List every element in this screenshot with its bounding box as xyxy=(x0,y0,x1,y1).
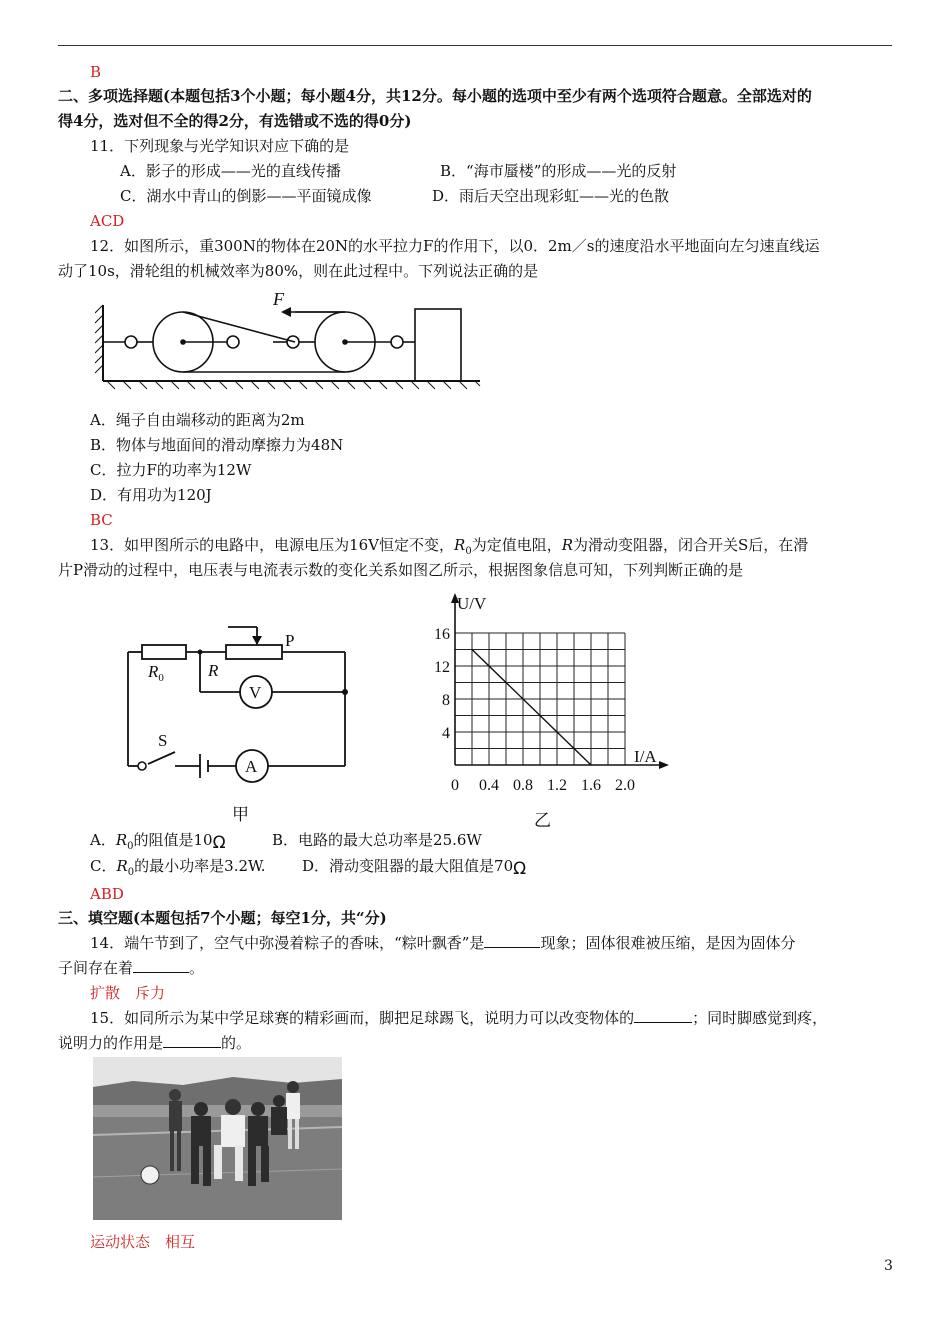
q12-option-c: C．拉力F的功率为12W xyxy=(90,461,252,479)
x-axis-arrow xyxy=(659,761,669,769)
x-tick-label: 2.0 xyxy=(615,777,635,794)
chart-xlabel: I/A xyxy=(634,747,657,766)
x-tick-label: 0 xyxy=(451,777,459,794)
y-tick-label: 8 xyxy=(442,692,450,709)
x-tick-label: 0.8 xyxy=(513,777,533,794)
q11-stem: 11．下列现象与光学知识对应下确的是 xyxy=(90,137,350,155)
soccer-photo xyxy=(93,1057,342,1220)
page-number: 3 xyxy=(884,1258,893,1274)
q14-answer: 扩散 斥力 xyxy=(90,984,166,1002)
force-arrow xyxy=(281,307,345,317)
q13-stem-2: 片P滑动的过程中，电压表与电流表示数的变化关系如图乙所示，根据图象信息可知，下列判断正确的是 xyxy=(58,561,744,579)
pulley-diagram xyxy=(95,285,485,390)
load-block xyxy=(415,309,461,381)
chart-axes xyxy=(451,593,669,769)
u-i-chart xyxy=(420,590,680,835)
wall-hatching xyxy=(95,305,103,373)
q13-option-a: A．$R_0$的阻值是10Ω xyxy=(90,831,226,853)
circuit-diagram xyxy=(120,600,360,830)
series-line xyxy=(472,650,591,766)
q10-answer: B xyxy=(90,63,102,81)
q12-stem-2: 动了10s，滑轮组的机械效率为80%，则在此过程中。下列说法正确的是 xyxy=(58,262,539,280)
q13-option-d: D．滑动变阻器的最大阻值是70Ω xyxy=(302,857,527,879)
q13-option-b: B．电路的最大总功率是25.6W xyxy=(272,831,482,849)
y-tick-label: 12 xyxy=(434,659,450,676)
q15-answer: 运动状态 相互 xyxy=(90,1233,196,1251)
q15-stem-1: 15．如同所示为某中学足球赛的精彩画而，脚把足球踢飞，说明力可以改变物体的 ；同时脚感觉到疼， xyxy=(90,1009,828,1027)
label-a: A xyxy=(245,757,258,776)
q13-stem-1: 13．如甲图所示的电路中，电源电压为16V恒定不变，$R_0$为定值电阻，R为滑动变阻器，闭合开关S后，在滑 xyxy=(90,536,809,557)
x-tick-label: 1.6 xyxy=(581,777,601,794)
q11-option-c: C．湖水中青山的倒影——平面镜成像 xyxy=(120,187,372,205)
q11-option-a: A．影子的形成——光的直线传播 xyxy=(120,162,341,180)
caption-jia: 甲 xyxy=(232,805,249,825)
switch-contact xyxy=(138,762,146,770)
q15-blank-2 xyxy=(163,1033,221,1048)
q12-option-a: A．绳子自由端移动的距离为2m xyxy=(90,411,305,429)
section3-heading: 三、填空题(本题包括7个小题；每空1分，共“分) xyxy=(58,909,387,927)
chart-series xyxy=(472,650,591,766)
q11-option-b: B．“海市蜃楼”的形成——光的反射 xyxy=(440,162,677,180)
section2-heading-2: 得4分，选对但不全的得2分，有选错或不选的得0分) xyxy=(58,112,412,130)
q14-blank-2 xyxy=(133,958,189,973)
force-label: F xyxy=(273,289,284,309)
resistor-r0 xyxy=(142,645,186,659)
q14-stem-2: 子间存在着 。 xyxy=(58,959,205,977)
q14-stem-1: 14．端午节到了，空气中弥漫着粽子的香味，“粽叶飘香”是 现象；固体很难被压缩，是因为固体分 xyxy=(90,934,796,952)
q15-stem-2: 说明力的作用是 的。 xyxy=(58,1034,252,1052)
chart-grid xyxy=(455,633,625,765)
label-s: S xyxy=(158,731,168,750)
q15-blank-1 xyxy=(634,1008,692,1023)
q14-blank-1 xyxy=(484,933,540,948)
q12-answer: BC xyxy=(90,511,113,529)
section2-heading-1: 二、多项选择题(本题包括3个小题；每小题4分，共12分。每小题的选项中至少有两个选项符合题意。全部选对的 xyxy=(58,87,812,105)
label-r: R xyxy=(208,661,219,680)
ground-hatching xyxy=(107,381,480,389)
label-p: P xyxy=(285,631,295,650)
label-r0: $R_0$ xyxy=(148,662,164,684)
x-tick-label: 1.2 xyxy=(547,777,567,794)
q12-option-d: D．有用功为120J xyxy=(90,486,212,504)
q13-answer: ABD xyxy=(90,885,124,903)
y-tick-label: 4 xyxy=(442,725,450,742)
header-rule xyxy=(58,45,892,46)
q13-option-c: C．$R_0$的最小功率是3.2W. xyxy=(90,857,266,878)
rheostat-r xyxy=(226,645,282,659)
caption-yi: 乙 xyxy=(534,811,551,831)
chart-ylabel: U/V xyxy=(457,594,487,613)
q12-option-b: B．物体与地面间的滑动摩擦力为48N xyxy=(90,436,344,454)
x-tick-label: 0.4 xyxy=(479,777,499,794)
label-v: V xyxy=(249,683,262,702)
y-tick-label: 16 xyxy=(434,626,450,643)
q11-answer: ACD xyxy=(90,212,125,230)
q11-option-d: D．雨后天空出现彩虹——光的色散 xyxy=(432,187,670,205)
q12-stem-1: 12．如图所示，重300N的物体在20N的水平拉力F的作用下，以0．2m／s的速度沿水平地面向左匀速直线运 xyxy=(90,237,820,255)
